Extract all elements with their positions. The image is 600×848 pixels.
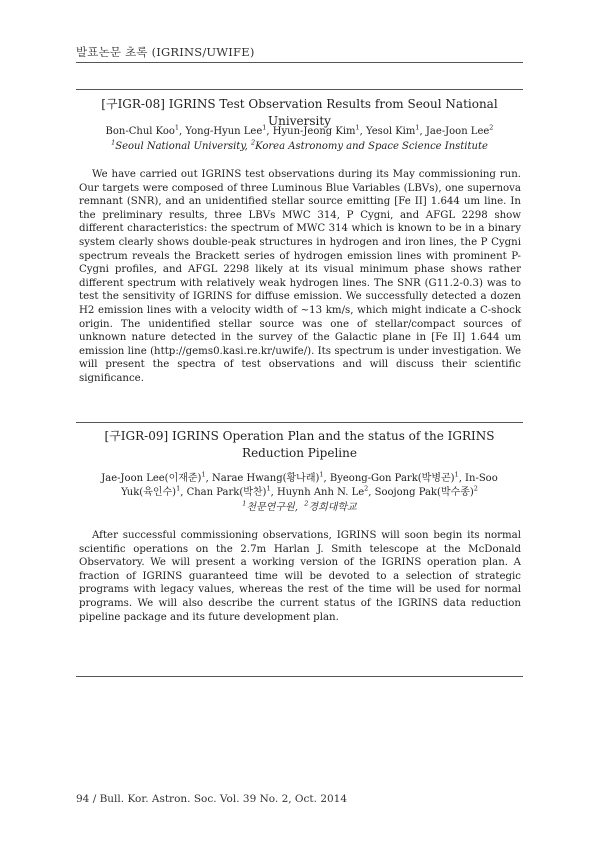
paper2-bottom-rule [76, 676, 523, 677]
paper2-title: [구IGR-09] IGRINS Operation Plan and the status of the IGRINS Reduction Pipeline [104, 429, 495, 460]
paper1-affiliations: $^1$Seoul National University, $^2$Korea Astronomy and Space Science Institute [111, 138, 488, 152]
paper1-abstract: We have carried out IGRINS test observations during its May commissioning run. Our targets were composed of three Luminous Blue Variables (LBVs), one supernova remnant (SNR), and an unidentified stellar source emitting [Fe II] 1.644 um line. In the preliminary results, three LBVs MWC 314, P Cygni, and AFGL 2298 show different characteristics: the spectrum of MWC 314 which is known to be in a binary system clearly shows double-peak structures in hydrogen and iron lines, the P Cygni spectrum reveals the Brackett series of hydrogen emission lines with prominent P-Cygni profiles, and AFGL 2298 likely at its visual minimum phase shows rather different spectrum with relatively weak hydrogen lines. The SNR (G11.2-0.3) was to test the sensitivity of IGRINS for diffuse emission. We successfully detected a dozen H2 emission lines with a velocity width of ~13 km/s, which might indicate a C-shock origin. The unidentified stellar source was one of stellar/compact sources of unknown nature detected in the survey of the Galactic plane in [Fe II] 1.644 um emission line (http://gems0.kasi.re.kr/uwife/). Its spectrum is under investigation. We will present the spectra of test observations and will discuss their scientific significance. [79, 169, 521, 384]
paper2-abstract: After successful commissioning observations, IGRINS will soon begin its normal scientific operations on the 2.7m Harlan J. Smith telescope at the McDonald Observatory. We will present a working version of the IGRINS operation plan. A fraction of IGRINS guaranteed time will be devoted to a selection of strategic programs with legacy values, whereas the rest of the time will be used for normal programs. We will also describe the current status of the IGRINS data reduction pipeline package and its future development plan. [79, 530, 521, 623]
paper1-top-rule [76, 89, 523, 90]
page-footer: 94 / Bull. Kor. Astron. Soc. Vol. 39 No. 2, Oct. 2014 [76, 793, 348, 805]
paper2-authors: Jae-Joon Lee(이재준)$^1$, Narae Hwang(황나래)$^1$, Byeong-Gon Park(박병곤)$^1$, In-Soo Yuk(육인수)$^1$, Chan Park(박찬)$^1$, Huynh Anh N. Le$^2$, Soojong Pak(박수종)$^2$ [101, 470, 498, 498]
paper1-title: [구IGR-08] IGRINS Test Observation Results from Seoul National University [101, 97, 498, 128]
paper2-top-rule [76, 422, 523, 423]
paper1-authors: Bon-Chul Koo$^1$, Yong-Hyun Lee$^1$, Hyun-Jeong Kim$^1$, Yesol Kim$^1$, Jae-Joon Lee$^2$ [105, 123, 494, 137]
running-header: 발표논문 초록 (IGRINS/UWIFE) [76, 45, 255, 59]
header-rule [76, 62, 523, 63]
paper2-affiliations: $^1$천문연구원, $^2$경희대학교 [242, 499, 357, 513]
